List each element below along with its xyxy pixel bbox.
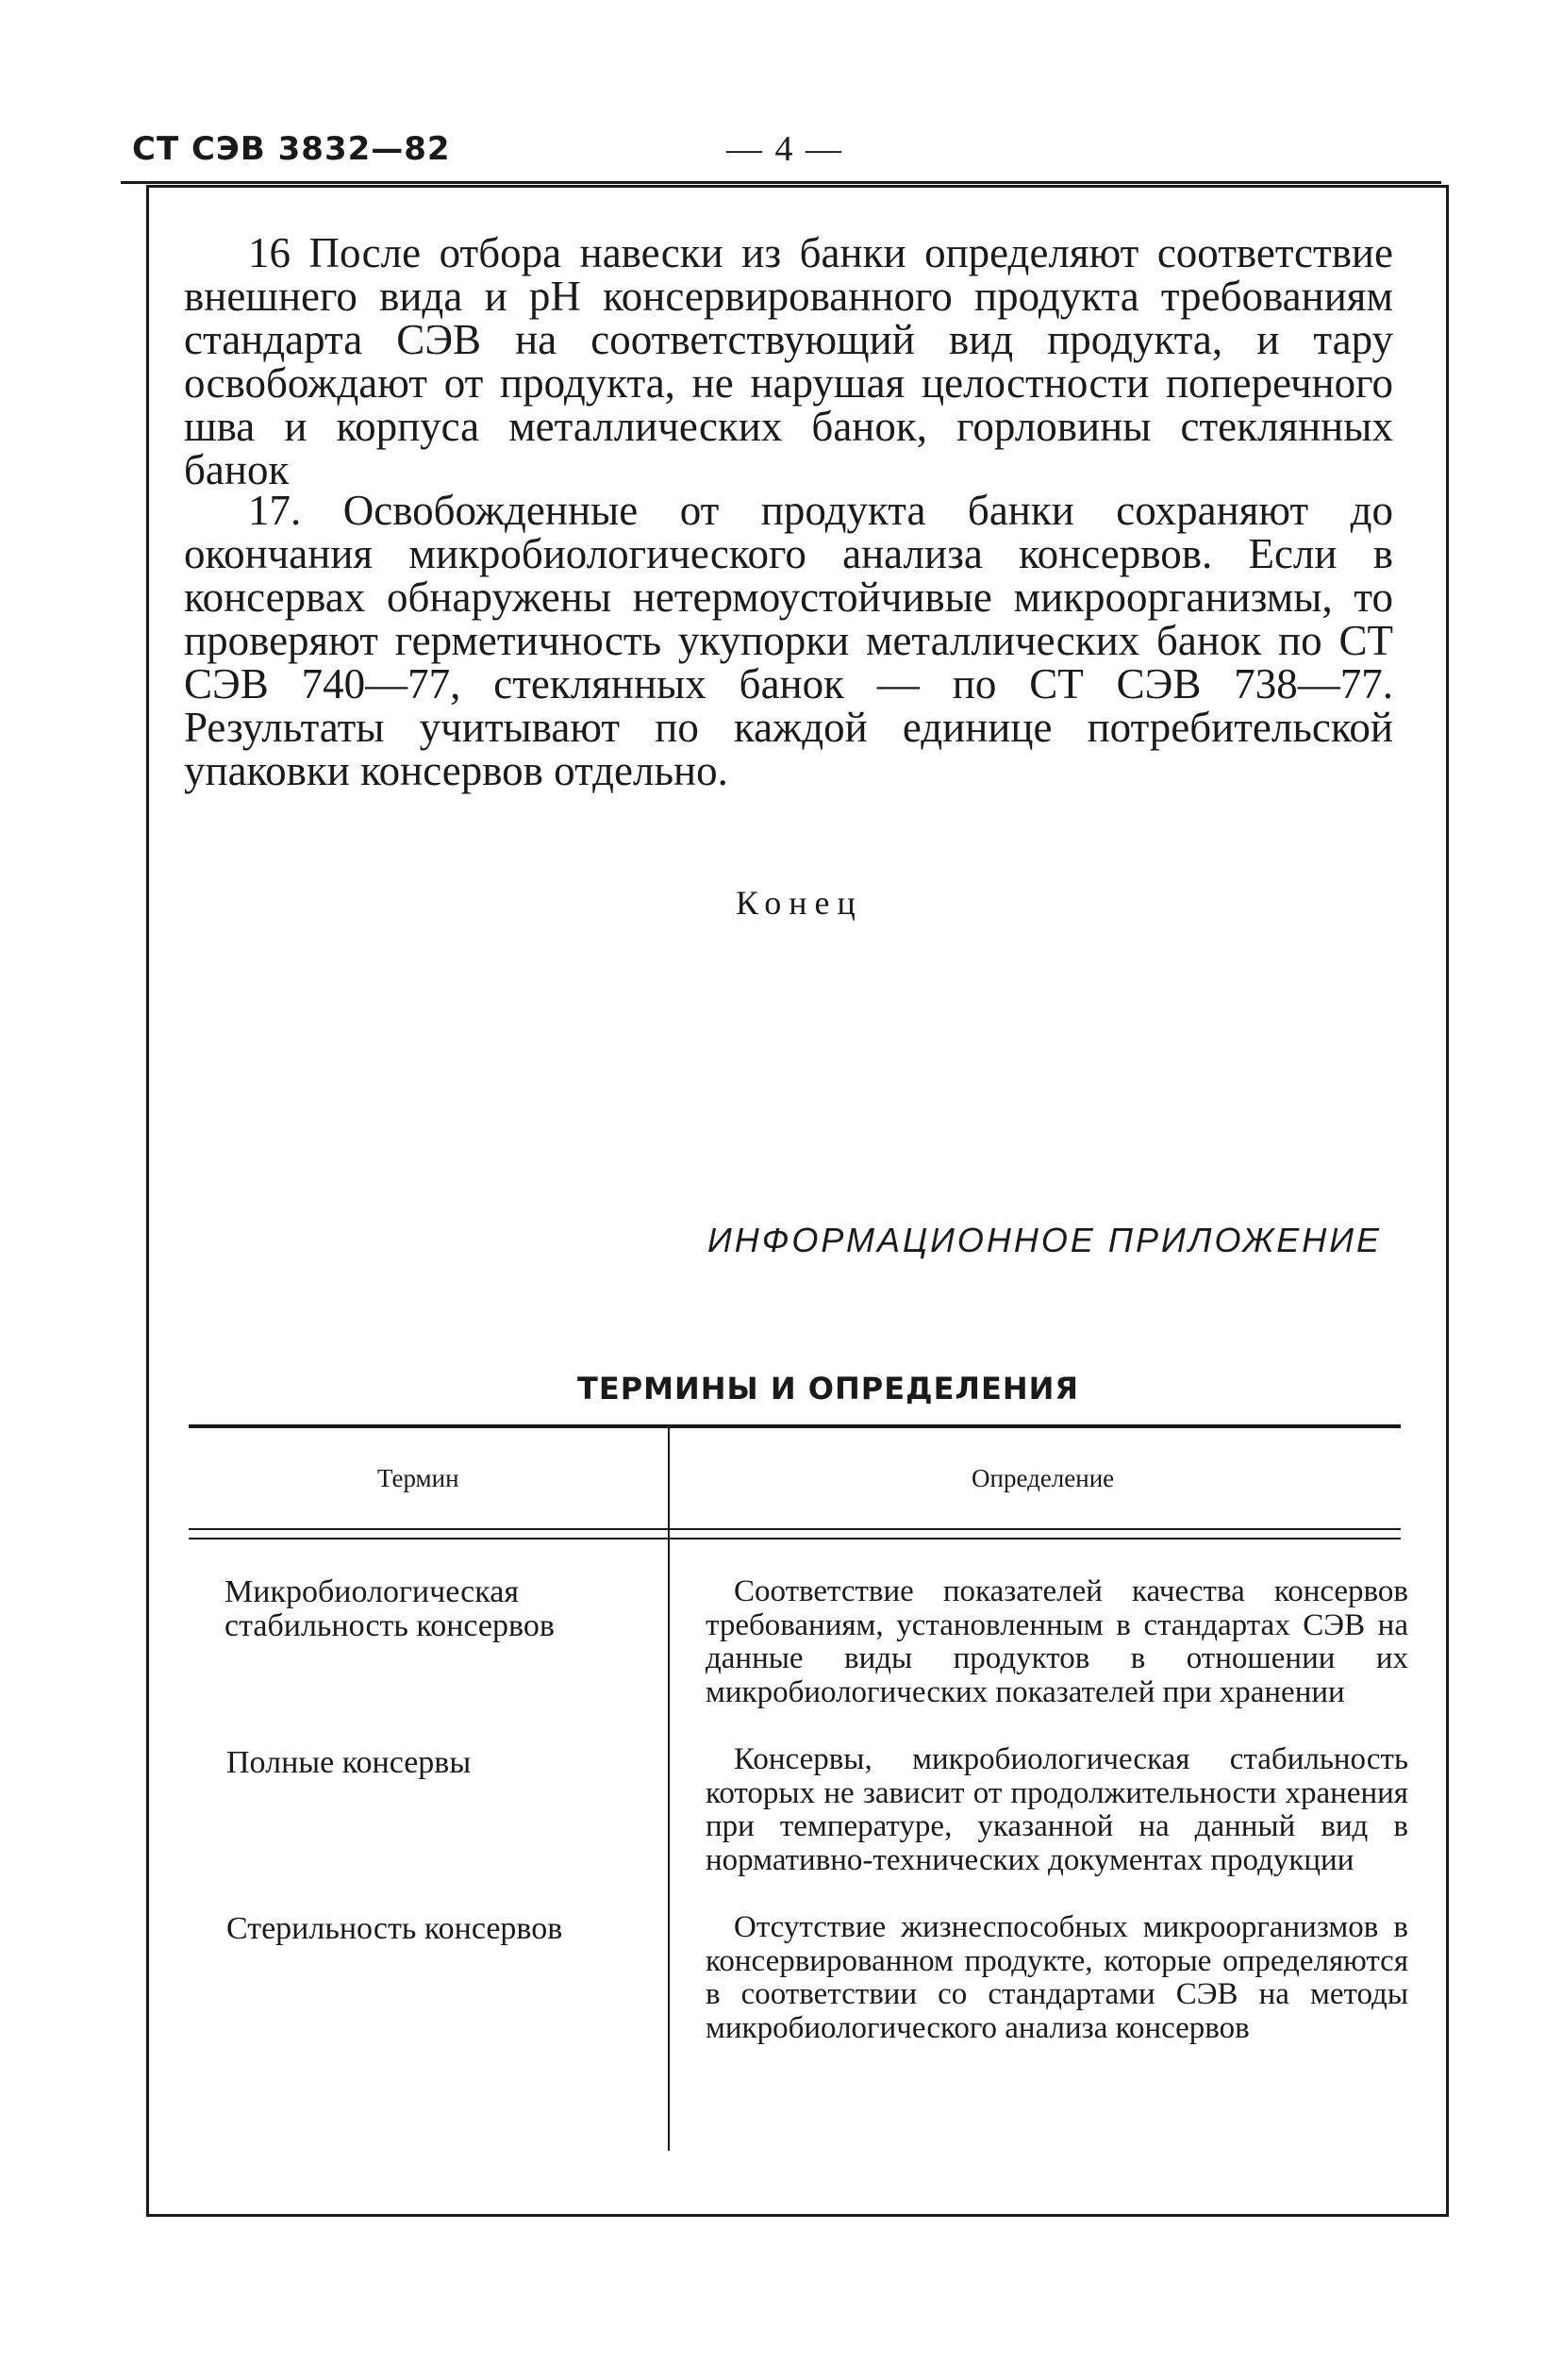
standard-designation: СТ СЭВ 3832—82: [132, 130, 451, 168]
table-header-definition: Определение: [972, 1464, 1115, 1492]
table-header-term: Термин: [377, 1464, 459, 1492]
header-rule: [121, 181, 1441, 184]
appendix-label: ИНФОРМАЦИОННОЕ ПРИЛОЖЕНИЕ: [707, 1221, 1383, 1259]
table-header-rule: [189, 1528, 1401, 1530]
paragraph-16: 16 После отбора навески из банки определяют соответствие внешнего вида и рН консервированного продукта требованиям стандарта СЭВ на соответствующий вид продукта, и тару освобождают от продукта, не нарушая целостности поперечного шва и корпуса металлических банок, горловины стеклянных банок: [184, 229, 1393, 493]
table-top-rule: [189, 1424, 1401, 1428]
table-row-definition: Отсутствие жизнеспособных микроорганизмов в консервированном продукте, которые определяются в соответствии со стандартами СЭВ на методы микробиологического анализа консервов: [706, 1910, 1408, 2045]
page-number: — 4 —: [726, 129, 843, 169]
end-marker: Конец: [736, 884, 863, 922]
paragraph-17: 17. Освобожденные от продукта банки сохраняют до окончания микробиологического анализа консервов. Если в консервах обнаружены нетермоустойчивые микроорганизмы, то проверяют герметичность укупорки металлических банок по СТ СЭВ 740—77, стеклянных банок — по СТ СЭВ 738—77. Результаты учитывают по каждой единице потребительской упаковки консервов отдельно.: [184, 487, 1393, 794]
table-row-term: Полные консервы: [226, 1745, 472, 1780]
table-row-term: Микробиологическая стабильность консервов: [224, 1574, 555, 1643]
table-row-definition: Соответствие показателей качества консервов требованиям, установленным в стандартах СЭВ на данные виды продуктов в отношении их микробиологических показателей при хранении: [706, 1574, 1408, 1709]
table-header-rule: [189, 1538, 1401, 1540]
terms-title: ТЕРМИНЫ И ОПРЕДЕЛЕНИЯ: [577, 1371, 1080, 1406]
table-column-divider: [668, 1426, 670, 2151]
table-row-definition: Консервы, микробиологическая стабильность которых не зависит от продолжительности хранения при температуре, указанной на данный вид в нормативно-технических документах продукции: [706, 1742, 1408, 1877]
table-row-term: Стерильность консервов: [226, 1911, 563, 1946]
